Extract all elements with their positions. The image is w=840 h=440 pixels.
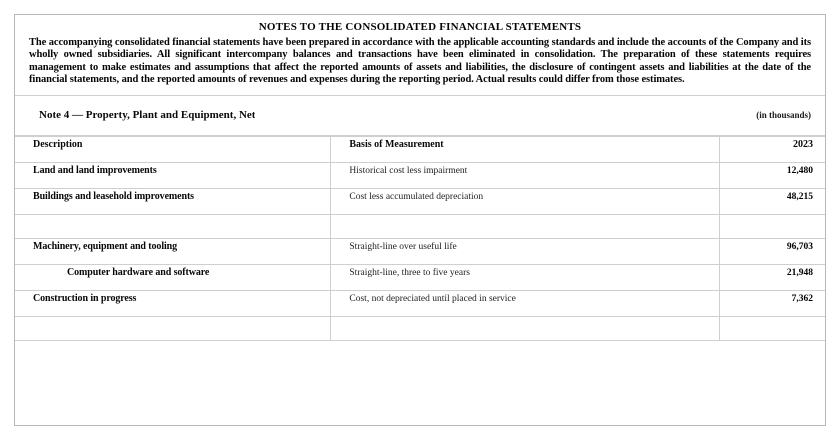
table-header <box>15 136 825 162</box>
table-body <box>15 162 825 340</box>
column-header-description: Description <box>15 136 331 162</box>
column-header-basis: Basis of Measurement <box>331 136 720 162</box>
table-row <box>15 264 825 290</box>
cell-basis: Straight-line over useful life <box>331 238 720 264</box>
table-header-row <box>15 136 825 162</box>
cell-amount <box>720 214 825 238</box>
cell-amount: 48,215 <box>720 188 825 214</box>
cell-description: Machinery, equipment and tooling <box>15 238 331 264</box>
cell-description <box>15 316 331 340</box>
cell-basis: Straight-line, three to five years <box>331 264 720 290</box>
cell-basis: Cost, not depreciated until placed in service <box>331 290 720 316</box>
heading-block <box>15 15 825 96</box>
table-row-spacer <box>15 214 825 238</box>
table-row <box>15 188 825 214</box>
cell-basis <box>331 214 720 238</box>
cell-description: Computer hardware and software <box>15 264 331 290</box>
cell-amount <box>720 316 825 340</box>
cell-description: Land and land improvements <box>15 162 331 188</box>
table-row <box>15 162 825 188</box>
cell-basis: Cost less accumulated depreciation <box>331 188 720 214</box>
table-row <box>15 290 825 316</box>
cell-description: Buildings and leasehold improvements <box>15 188 331 214</box>
cell-amount: 12,480 <box>720 162 825 188</box>
cell-amount: 96,703 <box>720 238 825 264</box>
heading-paragraph: The accompanying consolidated financial statements have been prepared in accordance with the applicable accounting standards and include the accounts of the Company and its wholly owned subsidiaries. All significant intercompany balances and transactions have been eliminated in consolidation. The preparation of these statements requires management to make estimates and assumptions that affect the reported amounts of assets and liabilities, the disclosure of contingent assets and liabilities at the date of the financial statements, and the reported amounts of revenues and expenses during the reporting period. Actual results could differ from those estimates. <box>29 37 811 86</box>
table-row <box>15 238 825 264</box>
cell-basis: Historical cost less impairment <box>331 162 720 188</box>
column-header-amount: 2023 <box>720 136 825 162</box>
table-caption: Note 4 — Property, Plant and Equipment, Net <box>39 108 256 121</box>
cell-amount: 21,948 <box>720 264 825 290</box>
cell-basis <box>331 316 720 340</box>
document-frame <box>14 14 826 426</box>
table-row-spacer <box>15 316 825 340</box>
cell-amount: 7,362 <box>720 290 825 316</box>
cell-description: Construction in progress <box>15 290 331 316</box>
document-title: NOTES TO THE CONSOLIDATED FINANCIAL STATEMENTS <box>258 21 582 33</box>
table-caption-row <box>15 96 825 136</box>
cell-description <box>15 214 331 238</box>
financial-table <box>15 136 825 341</box>
table-caption-units: (in thousands) <box>756 110 811 121</box>
